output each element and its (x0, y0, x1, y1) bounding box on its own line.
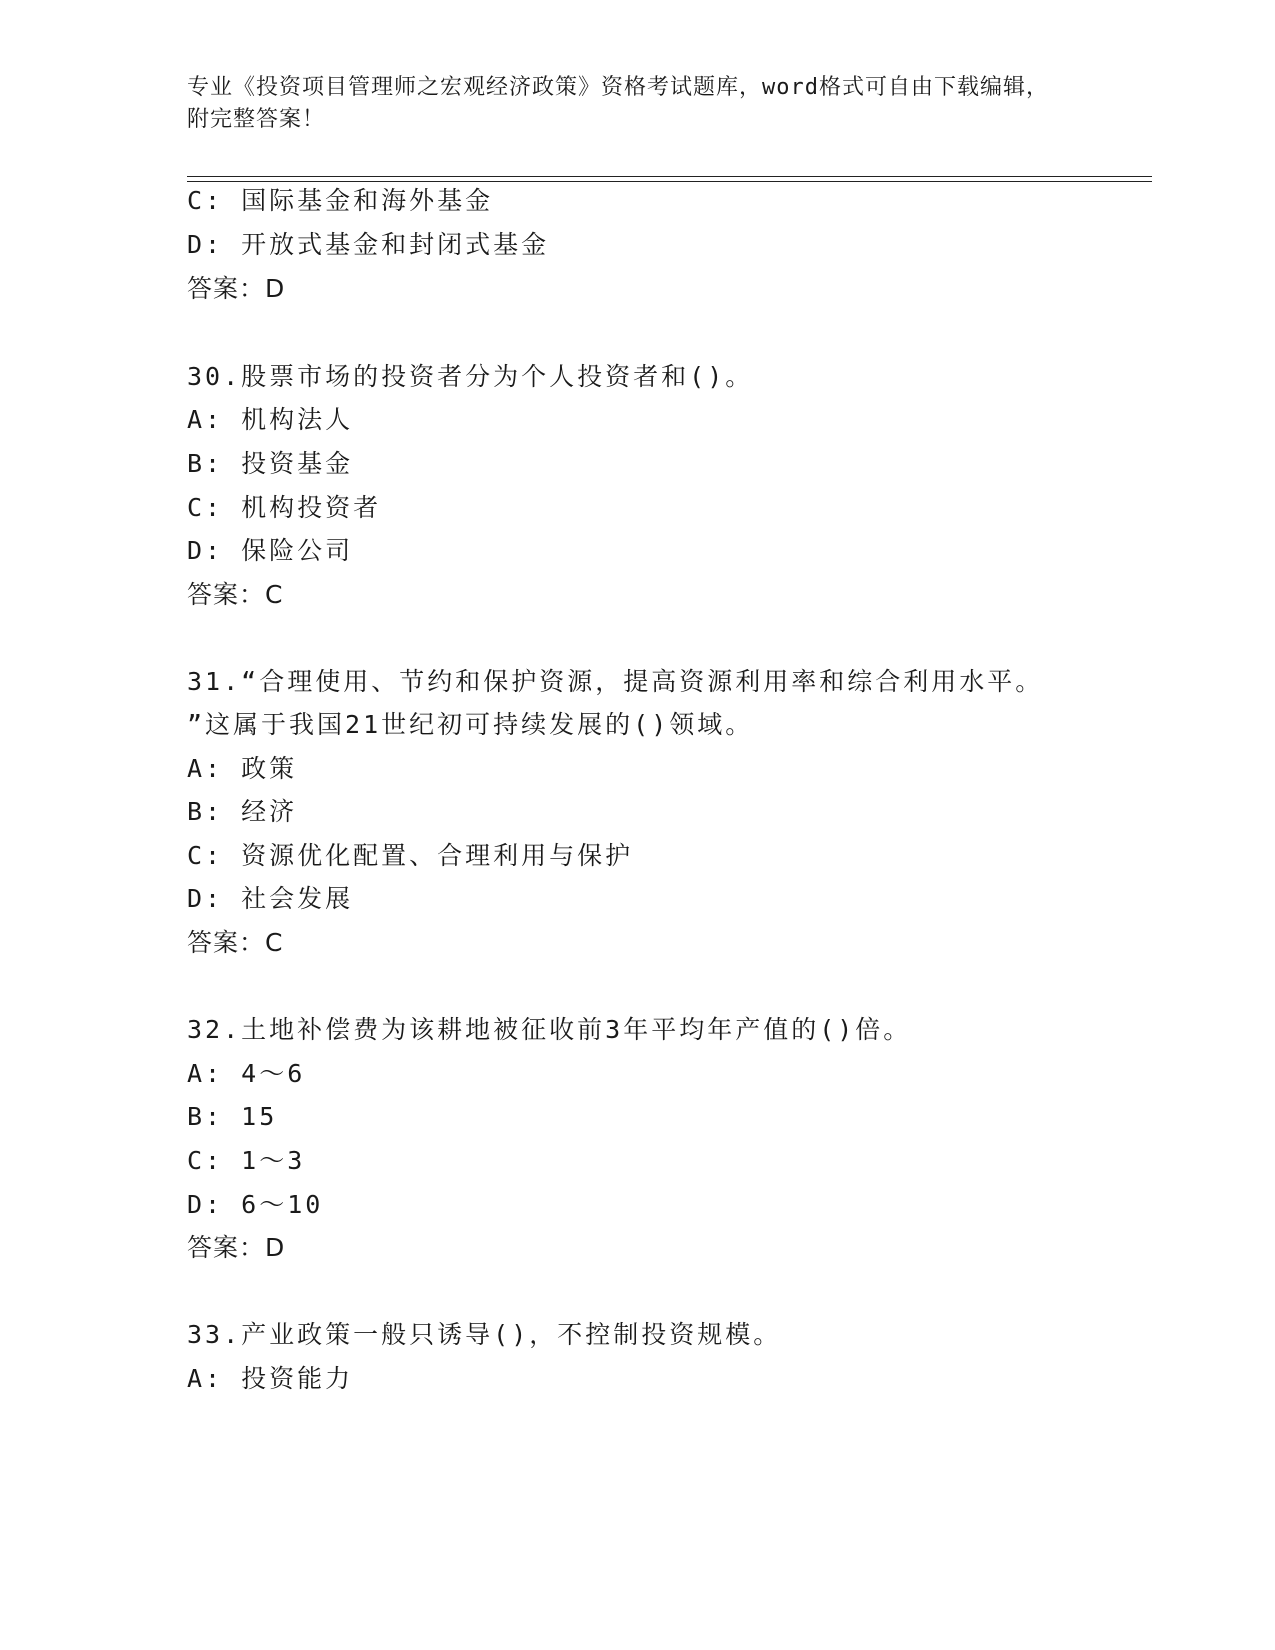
question-31-stem-line1: 31.“合理使用、节约和保护资源，提高资源利用率和综合利用水平。 (187, 667, 1044, 696)
q30-option-b: B: 投资基金 (187, 449, 354, 478)
q31-option-d: D: 社会发展 (187, 884, 354, 913)
q32-option-a: A: 4～6 (187, 1059, 306, 1088)
question-32-stem: 32.土地补偿费为该耕地被征收前3年平均年产值的()倍。 (187, 1015, 912, 1044)
q30-option-d: D: 保险公司 (187, 536, 354, 565)
header-divider-top (187, 176, 1152, 177)
q32-option-d: D: 6～10 (187, 1190, 324, 1219)
question-31-stem-line2: ”这属于我国21世纪初可持续发展的()领域。 (187, 710, 754, 739)
q32-answer: 答案：D (187, 1233, 286, 1262)
q30-option-c: C: 机构投资者 (187, 493, 382, 522)
q31-option-c: C: 资源优化配置、合理利用与保护 (187, 841, 634, 870)
document-intro: 专业《投资项目管理师之宏观经济政策》资格考试题库，word格式可自由下载编辑，附完整答案！ (187, 75, 1049, 132)
q32-option-c: C: 1～3 (187, 1146, 306, 1175)
answer: 答案：D (187, 274, 286, 303)
q30-answer: 答案：C (187, 580, 284, 609)
q30-option-a: A: 机构法人 (187, 405, 354, 434)
question-30-stem: 30.股票市场的投资者分为个人投资者和()。 (187, 362, 754, 391)
q31-option-b: B: 经济 (187, 797, 298, 826)
q31-option-a: A: 政策 (187, 754, 298, 783)
question-33-stem: 33.产业政策一般只诱导()，不控制投资规模。 (187, 1320, 782, 1349)
option-c: C: 国际基金和海外基金 (187, 186, 494, 215)
option-d: D: 开放式基金和封闭式基金 (187, 230, 550, 259)
q31-answer: 答案：C (187, 928, 284, 957)
q32-option-b: B: 15 (187, 1102, 278, 1131)
q33-option-a: A: 投资能力 (187, 1364, 354, 1393)
header-divider-bottom (187, 181, 1152, 182)
